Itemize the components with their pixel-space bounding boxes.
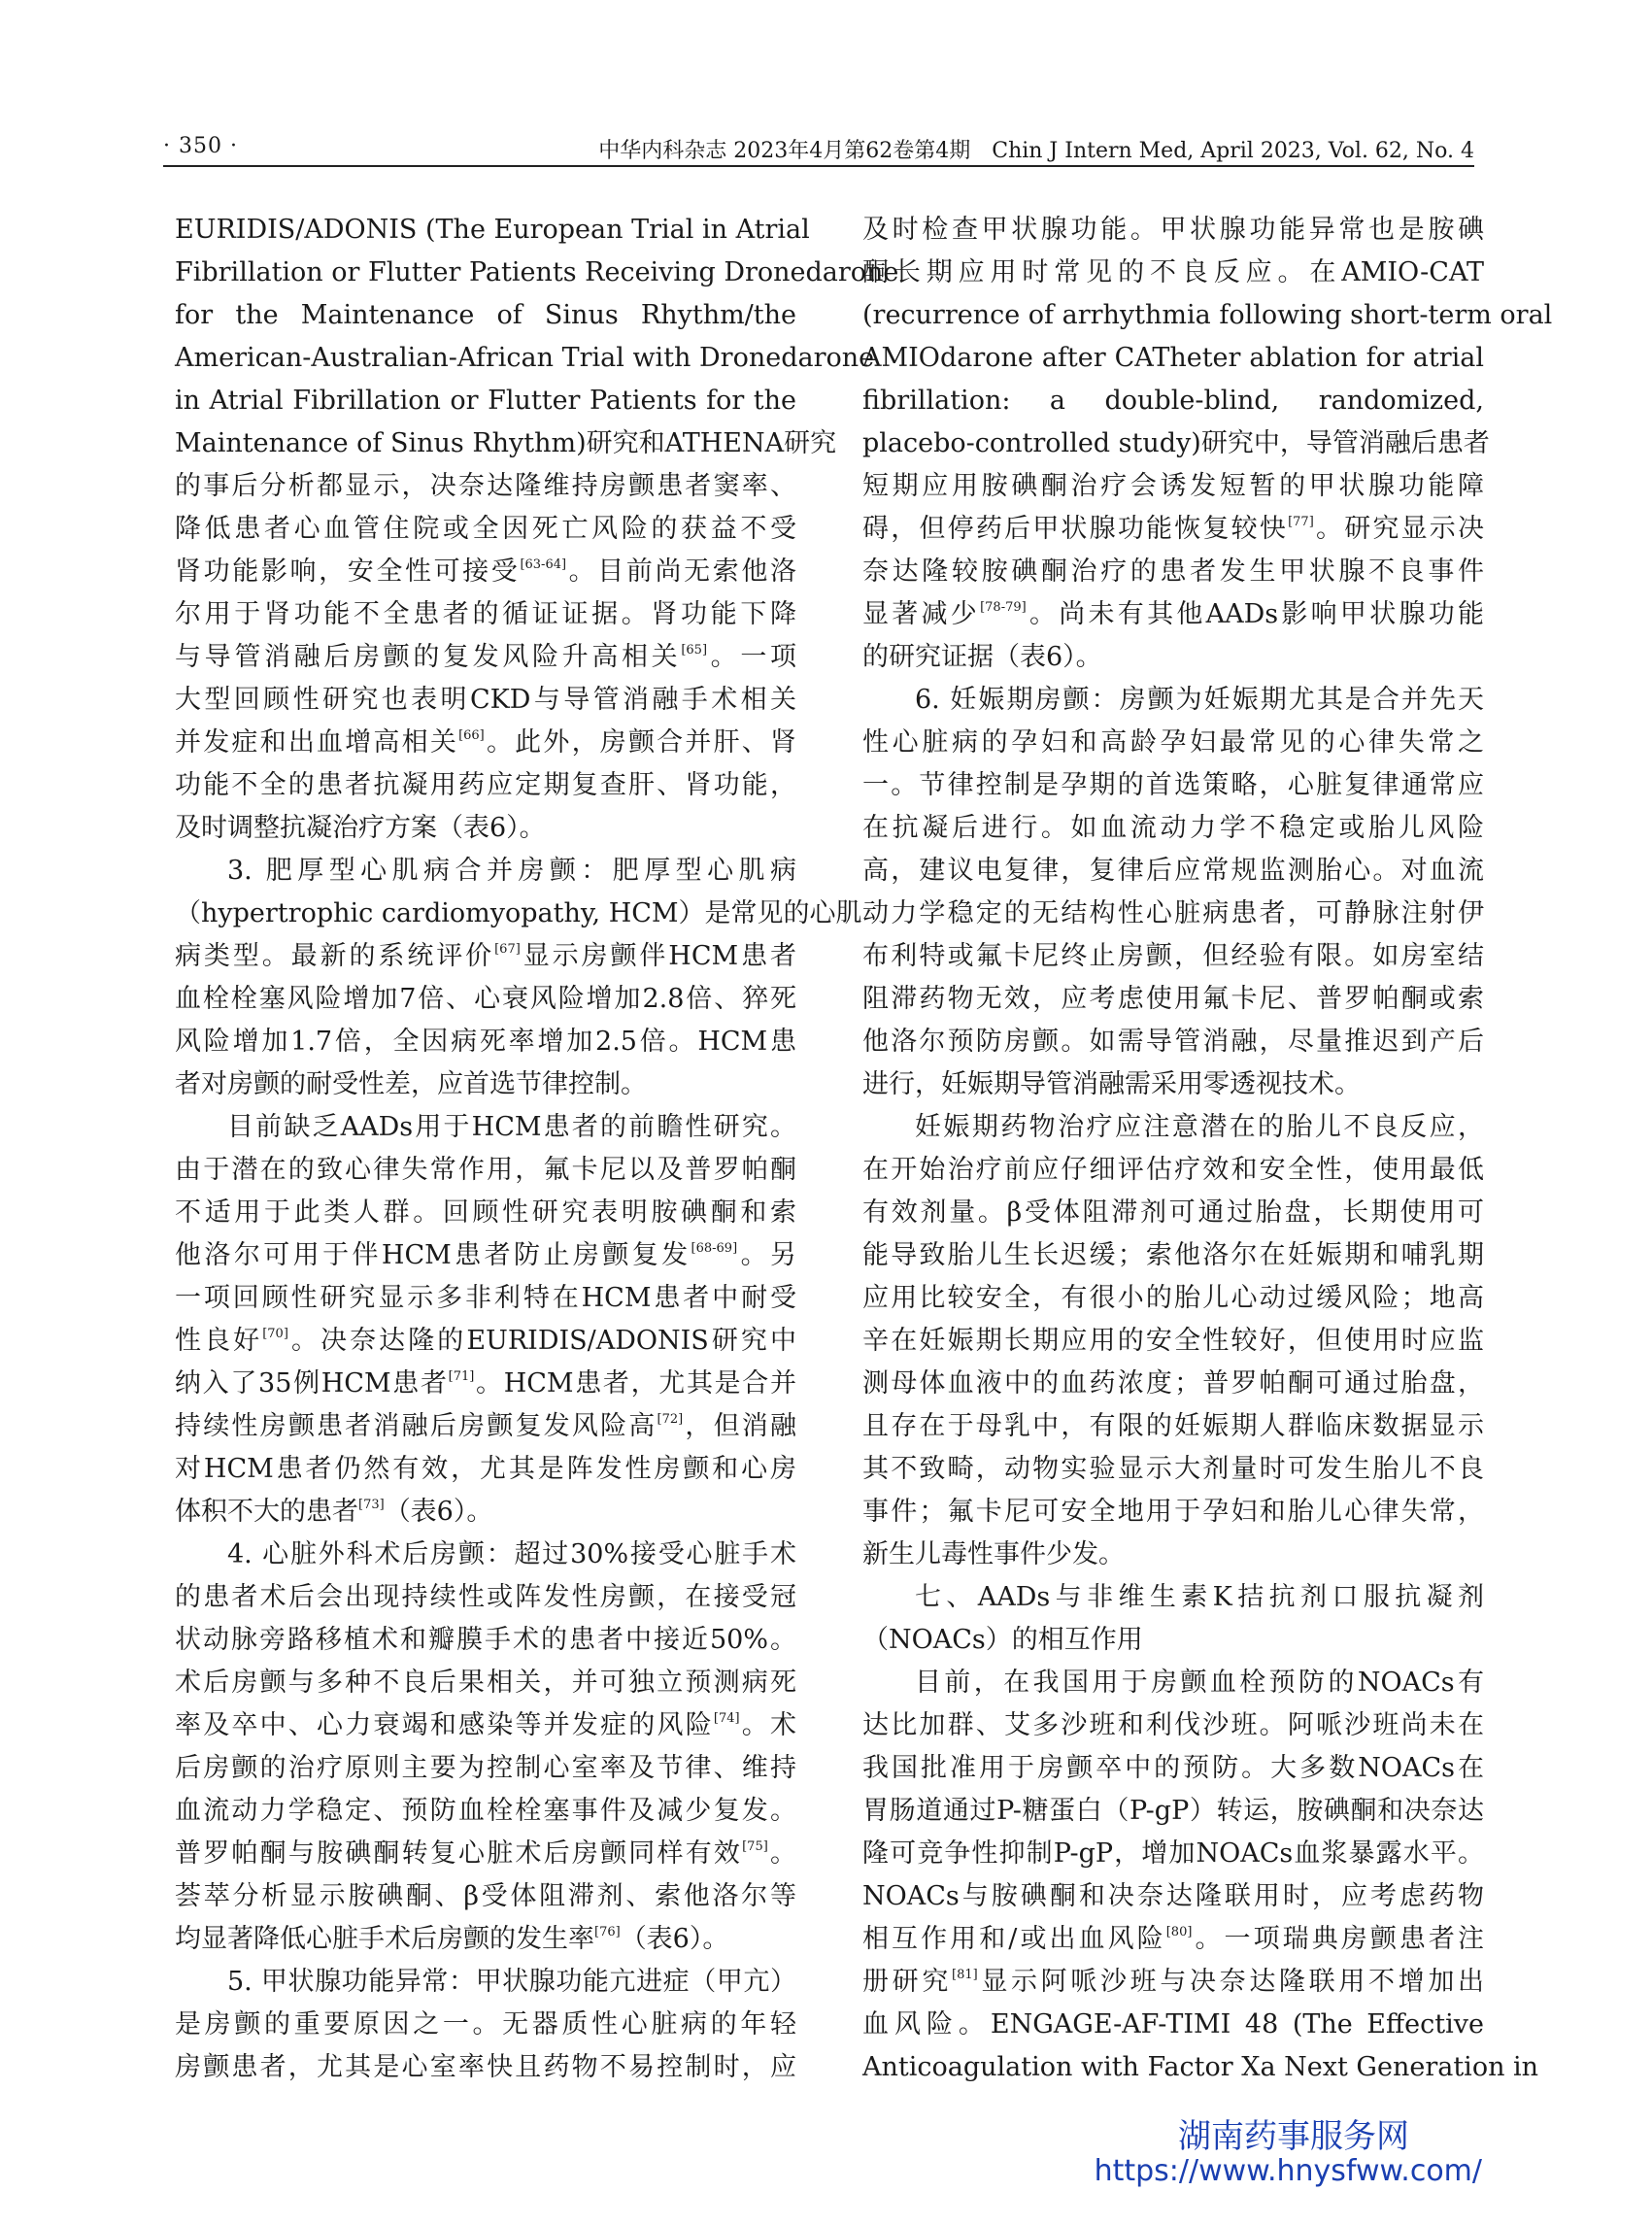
text-line [862,294,1553,337]
line-text-after-citation: 。一项 [707,642,797,672]
citation-ref: [78-79] [980,600,1027,615]
text-line [862,2046,1539,2089]
line-text: 肾功能影响，安全性可接受 [175,556,521,587]
line-text: 目前缺乏AADs用于HCM患者的前瞻性研究。 [227,1112,796,1142]
line-text-after-citation: 。尚未有其他AADs影响甲状腺功能 [1026,599,1485,629]
journal-citation: 中华内科杂志 2023年4月第62卷第4期 Chin J Intern Med, April 2023, Vol. 62, No. 4 [598,139,1474,163]
citation-ref: [63-64] [520,557,567,572]
line-text: 他洛尔预防房颤。如需导管消融，尽量推迟到产后 [862,1027,1484,1057]
line-text: EURIDIS/ADONIS (The European Trial in Atrial [175,215,810,245]
line-text: 显著减少 [862,599,981,629]
line-text: 高，建议电复律，复律后应常规监测胎心。对血流 [862,856,1484,886]
line-text-after-citation: 。研究显示决 [1313,514,1485,544]
line-text: 尔用于肾功能不全患者的循证证据。肾功能下降 [175,599,796,629]
text-line [175,380,796,422]
line-text: 风险增加1.7倍，全因病死率增加2.5倍。HCM患 [175,1027,796,1057]
citation-ref: [70] [262,1327,288,1341]
line-text: 纳入了35例HCM患者 [175,1368,449,1399]
text-line [862,935,1484,978]
line-text-after-citation: 。目前尚无索他洛 [566,556,797,587]
text-line [862,508,1484,551]
line-text: 相互作用和/或出血风险 [862,1924,1166,1954]
citation-ref: [65] [681,643,708,657]
text-line [175,1961,796,2004]
text-line [862,807,1484,850]
text-line [175,2046,796,2089]
line-text: 持续性房颤患者消融后房颤复发风险高 [175,1411,657,1441]
left-column [175,209,899,2089]
line-text: 事件；氟卡尼可安全地用于孕妇和胎儿心律失常， [862,1497,1484,1527]
line-text-after-citation: （表6）。 [620,1924,729,1954]
citation-ref: [67] [494,942,521,957]
text-line [862,850,1484,893]
line-text: 进行，妊娠期导管消融需采用零透视技术。 [862,1069,1361,1099]
text-line [175,935,796,978]
line-text: 测母体血液中的血药浓度；普罗帕酮可通过胎盘， [862,1368,1484,1399]
line-text: 性心脏病的孕妇和高龄孕妇最常见的心律失常之 [862,727,1484,758]
line-text: 碍，但停药后甲状腺功能恢复较快 [862,514,1289,544]
text-line [862,1833,1484,1875]
citation-ref: [77] [1288,515,1314,529]
line-text: 一项回顾性研究显示多非利特在HCM患者中耐受 [175,1283,796,1313]
line-text: 在开始治疗前应仔细评估疗效和安全性，使用最低 [862,1155,1484,1185]
line-text-after-citation: 显示阿哌沙班与决奈达隆联用不增加出 [977,1967,1485,1997]
line-text: 在抗凝后进行。如血流动力学不稳定或胎儿风险 [862,813,1484,843]
line-text: Fibrillation or Flutter Patients Receiving Dronedarone [175,257,899,287]
text-line [862,1234,1484,1277]
text-line [862,1277,1484,1320]
line-text: (recurrence of arrhythmia following short-term oral [862,300,1553,330]
citation-ref: [80] [1165,1925,1193,1939]
text-line [175,422,837,465]
citation-ref: [74] [713,1711,740,1726]
line-text-after-citation: 。决奈达隆的EURIDIS/ADONIS研究中 [287,1326,796,1356]
text-line [862,893,1484,935]
text-line [175,1021,796,1063]
text-line [862,551,1484,593]
line-text: 并发症和出血增高相关 [175,727,459,758]
text-line [862,722,1484,764]
citation-ref: [68-69] [691,1241,738,1256]
text-line [862,1192,1484,1234]
text-line [175,465,796,508]
line-text: 达比加群、艾多沙班和利伐沙班。阿哌沙班尚未在 [862,1710,1484,1740]
text-line [862,1704,1484,1747]
text-line [862,1320,1484,1363]
line-text: 胃肠道通过P-糖蛋白（P-gP）转运，胺碘酮和决奈达 [862,1796,1484,1826]
line-text: 的事后分析都显示，决奈达隆维持房颤患者窦率、 [175,471,796,501]
text-line [175,636,796,679]
line-text: 功能不全的患者抗凝用药应定期复查肝、肾功能， [175,770,796,800]
line-text: 他洛尔可用于伴HCM患者防止房颤复发 [175,1240,691,1270]
text-line [175,1833,796,1875]
text-line [862,978,1484,1021]
text-line [862,2004,1484,2046]
text-line [175,807,796,850]
line-text: in Atrial Fibrillation or Flutter Patients for the [175,386,796,416]
text-line [175,209,810,252]
line-text: 病类型。最新的系统评价 [175,941,495,971]
text-line [175,1662,796,1704]
line-text: 普罗帕酮与胺碘酮转复心脏术后房颤同样有效 [175,1838,743,1869]
text-line [175,1619,796,1662]
text-line [862,679,1484,722]
line-text: 率及卒中、心力衰竭和感染等并发症的风险 [175,1710,714,1740]
text-line [862,252,1484,294]
text-line [175,1747,796,1790]
line-text: 血流动力学稳定、预防血栓栓塞事件及减少复发。 [175,1796,796,1826]
line-text: 由于潜在的致心律失常作用，氟卡尼以及普罗帕酮 [175,1155,796,1185]
text-line [862,636,1484,679]
line-text: fibrillation: a double-blind, randomized, [862,386,1484,416]
line-text: 布利特或氟卡尼终止房颤，但经验有限。如房室结 [862,941,1484,971]
line-text: 妊娠期药物治疗应注意潜在的胎儿不良反应， [915,1112,1484,1142]
text-line [175,1534,796,1576]
text-line [175,1918,796,1961]
line-text: American-Australian-African Trial with Dronedarone [175,343,875,373]
citation-ref: [71] [448,1369,475,1384]
citation-ref: [72] [657,1412,684,1427]
line-text: 血风险。ENGAGE-AF-TIMI 48 (The Effective [862,2009,1484,2040]
text-line [862,1063,1484,1106]
line-text-after-citation: 。此外，房颤合并肝、肾 [484,727,797,758]
text-line [862,1405,1484,1448]
text-line [175,1320,796,1363]
text-line [862,1448,1484,1491]
text-line [175,252,899,294]
text-line [862,1662,1484,1704]
line-text: 状动脉旁路移植术和瓣膜手术的患者中接近50%。 [175,1625,796,1655]
line-text: 七、AADs与非维生素K拮抗剂口服抗凝剂 [915,1582,1484,1612]
text-line [862,380,1484,422]
citation-ref: [76] [594,1925,621,1939]
text-line [175,2004,796,2046]
line-text: 6. 妊娠期房颤：房颤为妊娠期尤其是合并先天 [915,685,1484,715]
line-text: 短期应用胺碘酮治疗会诱发短暂的甲状腺功能障 [862,471,1484,501]
citation-ref: [75] [742,1839,768,1854]
text-line [175,1875,796,1918]
text-line [175,1277,796,1320]
line-text: 且存在于母乳中，有限的妊娠期人群临床数据显示 [862,1411,1484,1441]
text-line [175,294,796,337]
running-header [163,134,1474,163]
text-line [862,1491,1484,1534]
text-line [175,337,875,380]
text-line [862,209,1484,252]
text-line [175,1790,796,1833]
line-text: 者对房颤的耐受性差，应首选节律控制。 [175,1069,647,1099]
line-text: 酮长期应用时常见的不良反应。在AMIO-CAT [862,257,1484,287]
text-line [175,1405,796,1448]
line-text: 及时调整抗凝治疗方案（表6）。 [175,813,546,843]
text-line [175,1063,796,1106]
line-text: Anticoagulation with Factor Ⅹa Next Generation in [862,2052,1539,2082]
line-text: 能导致胎儿生长迟缓；索他洛尔在妊娠期和哺乳期 [862,1240,1484,1270]
line-text: Maintenance of Sinus Rhythm)研究和ATHENA研究 [175,428,837,458]
line-text: placebo-controlled study)研究中，导管消融后患者 [862,428,1490,458]
line-text: 与导管消融后房颤的复发风险升高相关 [175,642,682,672]
text-line [862,465,1484,508]
text-line [862,1961,1484,2004]
line-text: 及时检查甲状腺功能。甲状腺功能异常也是胺碘 [862,215,1484,245]
text-line [862,1534,1484,1576]
text-line [175,593,796,636]
text-line [175,1448,796,1491]
line-text: 有效剂量。β受体阻滞剂可通过胎盘，长期使用可 [862,1197,1484,1228]
line-text: 应用比较安全，有很小的胎儿心动过缓风险；地高 [862,1283,1484,1313]
text-line [862,1790,1484,1833]
text-line [175,679,796,722]
watermark-site-name: 湖南药事服务网 [1178,2117,1409,2156]
text-line [175,1576,796,1619]
line-text: 我国批准用于房颤卒中的预防。大多数NOACs在 [862,1753,1484,1783]
line-text: 隆可竞争性抑制P-gP，增加NOACs血浆暴露水平。 [862,1838,1484,1869]
text-line [862,1747,1484,1790]
line-text: 的患者术后会出现持续性或阵发性房颤，在接受冠 [175,1582,796,1612]
line-text: 阻滞药物无效，应考虑使用氟卡尼、普罗帕酮或索 [862,984,1484,1014]
line-text: 3. 肥厚型心肌病合并房颤：肥厚型心肌病 [227,856,796,886]
line-text: 降低患者心血管住院或全因死亡风险的获益不受 [175,514,796,544]
line-text: 册研究 [862,1967,952,1997]
line-text: 性良好 [175,1326,263,1356]
line-text: 对HCM患者仍然有效，尤其是阵发性房颤和心房 [175,1454,796,1484]
text-line [862,422,1490,465]
text-line [175,1106,796,1149]
text-line [175,1234,796,1277]
text-line [862,1619,1484,1662]
citation-ref: [73] [358,1498,385,1512]
line-text: 其不致畸，动物实验显示大剂量时可发生胎儿不良 [862,1454,1484,1484]
line-text: for the Maintenance of Sinus Rhythm/the [175,300,796,330]
line-text-after-citation: 。 [767,1838,797,1869]
line-text: 荟萃分析显示胺碘酮、β受体阻滞剂、索他洛尔等 [175,1881,796,1911]
line-text: 是房颤的重要原因之一。无器质性心脏病的年轻 [175,2009,796,2040]
line-text: 的研究证据（表6）。 [862,642,1102,672]
text-line [862,1576,1484,1619]
text-line [862,1021,1484,1063]
text-line [862,1875,1484,1918]
text-line [175,764,796,807]
line-text: 大型回顾性研究也表明CKD与导管消融手术相关 [175,685,796,715]
line-text: 目前，在我国用于房颤血栓预防的NOACs有 [915,1668,1484,1698]
right-column [862,209,1553,2089]
text-line [862,1149,1484,1192]
line-text-after-citation: 显示房颤伴HCM患者 [520,941,796,971]
line-text-after-citation: 。HCM患者，尤其是合并 [474,1368,796,1399]
text-line [862,764,1484,807]
line-text: NOACs与胺碘酮和决奈达隆联用时，应考虑药物 [862,1881,1484,1911]
text-line [175,722,796,764]
line-text: 5. 甲状腺功能异常：甲状腺功能亢进症（甲亢） [227,1967,796,1997]
text-line [175,1491,796,1534]
text-line [862,1918,1484,1961]
line-text: 一。节律控制是孕期的首选策略，心脏复律通常应 [862,770,1484,800]
text-line [175,1704,796,1747]
line-text: 体积不大的患者 [175,1497,358,1527]
line-text-after-citation: 。一项瑞典房颤患者注 [1192,1924,1484,1954]
line-text: 奈达隆较胺碘酮治疗的患者发生甲状腺不良事件 [862,556,1484,587]
line-text: 辛在妊娠期长期应用的安全性较好，但使用时应监 [862,1326,1484,1356]
line-text: （hypertrophic cardiomyopathy, HCM）是常见的心肌 [175,898,862,928]
line-text: 均显著降低心脏手术后房颤的发生率 [175,1924,594,1954]
line-text: 血栓栓塞风险增加7倍、心衰风险增加2.8倍、猝死 [175,984,796,1014]
line-text-after-citation: 。术 [739,1710,797,1740]
text-line [175,978,796,1021]
watermark-url[interactable]: https://www.hnysfww.com/ [1094,2154,1482,2188]
line-text: 不适用于此类人群。回顾性研究表明胺碘酮和索 [175,1197,796,1228]
line-text-after-citation: ，但消融 [683,1411,797,1441]
line-text-after-citation: 。另 [737,1240,796,1270]
line-text: AMIOdarone after CATheter ablation for atrial [862,343,1484,373]
line-text: 后房颤的治疗原则主要为控制心室率及节律、维持 [175,1753,796,1783]
text-line [175,508,796,551]
text-line [175,1363,796,1405]
text-line [862,1106,1484,1149]
line-text: 动力学稳定的无结构性心脏病患者，可静脉注射伊 [862,898,1484,928]
text-line [175,551,796,593]
text-line [862,593,1484,636]
line-text: 4. 心脏外科术后房颤：超过30%接受心脏手术 [227,1539,796,1569]
text-line [862,337,1484,380]
citation-ref: [81] [952,1968,978,1982]
line-text: （NOACs）的相互作用 [862,1625,1143,1655]
line-text: 术后房颤与多种不良后果相关，并可独立预测病死 [175,1668,796,1698]
line-text: 房颤患者，尤其是心室率快且药物不易控制时，应 [175,2052,796,2082]
text-line [175,893,862,935]
line-text-after-citation: （表6）。 [384,1497,493,1527]
text-line [175,850,796,893]
page-number: · 350 · [163,134,238,158]
text-line [175,1192,796,1234]
text-line [175,1149,796,1192]
citation-ref: [66] [458,728,485,743]
header-rule [163,165,1474,167]
line-text: 新生儿毒性事件少发。 [862,1539,1125,1569]
text-line [862,1363,1484,1405]
